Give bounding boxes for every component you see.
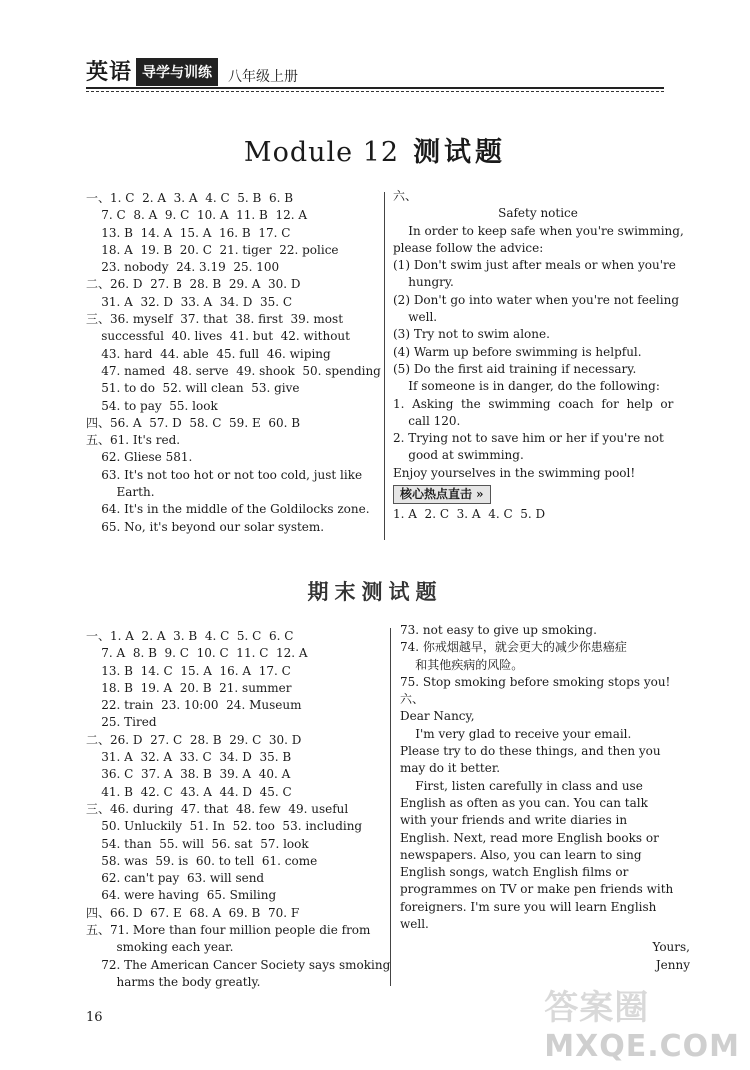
hot-topic-answers: 1. A 2. C 3. A 4. C 5. D bbox=[393, 507, 546, 522]
section-label: 六、 bbox=[393, 189, 418, 203]
letter-line: English as often as you can. You can talk bbox=[400, 795, 648, 810]
header-rule bbox=[86, 87, 664, 89]
letter-line: may do it better. bbox=[400, 761, 501, 776]
module-answers-left bbox=[86, 190, 381, 536]
answer-line: 五、61. It's red. bbox=[86, 433, 181, 448]
notice-line: good at swimming. bbox=[393, 448, 524, 463]
notice-line: In order to keep safe when you're swimming, bbox=[393, 223, 684, 238]
answer-line: 63. It's not too hot or not too cold, just like bbox=[86, 467, 363, 482]
watermark-logo bbox=[544, 980, 740, 1064]
notice-line: (5) Do the first aid training if necessary. bbox=[393, 361, 637, 376]
notice-line: please follow the advice: bbox=[393, 240, 544, 255]
letter-line: Please try to do these things, and then you bbox=[400, 744, 661, 759]
final-exam-title: 期末测试题 bbox=[307, 579, 443, 604]
answer-line: 74. 你戒烟越早，就会更大的减少你患癌症 bbox=[400, 640, 627, 655]
answer-line: 二、26. D 27. B 28. B 29. A 30. D bbox=[86, 277, 301, 292]
notice-line: (3) Try not to swim alone. bbox=[393, 327, 550, 342]
answer-line: 50. Unluckily 51. In 52. too 53. including bbox=[86, 819, 363, 834]
answer-line: 一、1. C 2. A 3. A 4. C 5. B 6. B bbox=[86, 191, 294, 205]
answer-line: 62. Gliese 581. bbox=[86, 450, 193, 465]
letter-line: I'm very glad to receive your email. bbox=[400, 726, 632, 741]
letter-line: well. bbox=[400, 917, 429, 932]
answer-line: 58. was 59. is 60. to tell 61. come bbox=[86, 853, 318, 868]
letter-line: English. Next, read more English books or bbox=[400, 830, 659, 845]
answer-line: 13. B 14. C 15. A 16. A 17. C bbox=[86, 663, 291, 678]
letter-line: with your friends and write diaries in bbox=[400, 813, 628, 828]
answer-line: 31. A 32. D 33. A 34. D 35. C bbox=[86, 294, 293, 309]
answer-line: 7. A 8. B 9. C 10. C 11. C 12. A bbox=[86, 646, 308, 661]
answer-line: 一、1. A 2. A 3. B 4. C 5. C 6. C bbox=[86, 629, 294, 643]
letter-signature: Jenny bbox=[655, 957, 690, 972]
letter-line: foreigners. I'm sure you will learn English bbox=[400, 899, 657, 914]
answer-line: successful 40. lives 41. but 42. without bbox=[86, 329, 350, 344]
column-divider-top bbox=[384, 192, 385, 540]
grade-label: 八年级上册 bbox=[228, 69, 299, 85]
letter-line: Dear Nancy, bbox=[400, 709, 475, 724]
answer-line: 72. The American Cancer Society says smoking bbox=[86, 957, 391, 972]
notice-line: hungry. bbox=[393, 275, 454, 290]
letter-line: First, listen carefully in class and use bbox=[400, 778, 643, 793]
final-answers-right bbox=[400, 622, 690, 974]
notice-line: well. bbox=[393, 310, 438, 325]
subject-label: 英语 bbox=[86, 59, 133, 85]
watermark-top: 答案圈 bbox=[544, 988, 650, 1028]
answer-line: 18. A 19. B 20. C 21. tiger 22. police bbox=[86, 242, 339, 257]
page-number: 16 bbox=[86, 1010, 103, 1025]
answer-line: 25. Tired bbox=[86, 715, 157, 730]
answer-line: 64. were having 65. Smiling bbox=[86, 888, 277, 903]
column-divider-bottom bbox=[390, 628, 391, 986]
running-header bbox=[86, 60, 298, 86]
answer-line: 65. No, it's beyond our solar system. bbox=[86, 519, 325, 534]
answer-line: Earth. bbox=[86, 485, 155, 500]
hot-topic-banner bbox=[393, 485, 491, 504]
answer-line: 二、26. D 27. C 28. B 29. C 30. D bbox=[86, 732, 302, 747]
letter-line: programmes on TV or make pen friends with bbox=[400, 882, 674, 897]
answer-line: 四、56. A 57. D 58. C 59. E 60. B bbox=[86, 415, 301, 430]
answer-line: 43. hard 44. able 45. full 46. wiping bbox=[86, 346, 331, 361]
answer-line: 22. train 23. 10:00 24. Museum bbox=[86, 698, 302, 713]
notice-line: If someone is in danger, do the following: bbox=[393, 379, 660, 394]
answer-line: 31. A 32. A 33. C 34. D 35. B bbox=[86, 750, 292, 765]
answer-line: 18. B 19. A 20. B 21. summer bbox=[86, 680, 292, 695]
module-answers-right bbox=[393, 188, 683, 524]
notice-line: (1) Don't swim just after meals or when you're bbox=[393, 258, 676, 273]
double-chevron-right-icon: » bbox=[476, 487, 484, 502]
notice-line: (2) Don't go into water when you're not feeling bbox=[393, 292, 680, 307]
answer-line: 36. C 37. A 38. B 39. A 40. A bbox=[86, 767, 291, 782]
answer-line: smoking each year. bbox=[86, 940, 234, 955]
answer-line: 47. named 48. serve 49. shook 50. spending bbox=[86, 363, 381, 378]
module-title-cjk: 测试题 bbox=[413, 137, 507, 168]
letter-closing: Yours, bbox=[652, 940, 690, 955]
answer-line: 54. to pay 55. look bbox=[86, 398, 218, 413]
answer-line: 五、71. More than four million people die from bbox=[86, 923, 371, 938]
notice-line: call 120. bbox=[393, 413, 461, 428]
answer-line: 7. C 8. A 9. C 10. A 11. B 12. A bbox=[86, 208, 308, 223]
answer-line: 73. not easy to give up smoking. bbox=[400, 623, 597, 637]
answer-line: harms the body greatly. bbox=[86, 974, 261, 989]
brand-label: 导学与训练 bbox=[136, 58, 218, 86]
answer-line: 23. nobody 24. 3.19 25. 100 bbox=[86, 260, 280, 275]
letter-line: newspapers. Also, you can learn to sing bbox=[400, 847, 642, 862]
header-dashed-rule bbox=[86, 91, 664, 92]
hot-topic-label: 核心热点直击 bbox=[400, 487, 473, 502]
notice-line: Enjoy yourselves in the swimming pool! bbox=[393, 465, 636, 480]
answer-line: 和其他疾病的风险。 bbox=[400, 657, 524, 672]
answer-line: 四、66. D 67. E 68. A 69. B 70. F bbox=[86, 905, 300, 920]
answer-line: 51. to do 52. will clean 53. give bbox=[86, 381, 300, 396]
module-title bbox=[0, 130, 750, 169]
notice-line: (4) Warm up before swimming is helpful. bbox=[393, 344, 642, 359]
final-answers-left bbox=[86, 628, 391, 991]
answer-line: 13. B 14. A 15. A 16. B 17. C bbox=[86, 225, 291, 240]
answer-line: 三、46. during 47. that 48. few 49. useful bbox=[86, 801, 349, 816]
answer-line: 54. than 55. will 56. sat 57. look bbox=[86, 836, 309, 851]
answer-line: 三、36. myself 37. that 38. first 39. most bbox=[86, 312, 344, 327]
section-label: 六、 bbox=[400, 692, 425, 707]
answer-line: 64. It's in the middle of the Goldilocks zone. bbox=[86, 502, 370, 517]
answer-line: 62. can't pay 63. will send bbox=[86, 871, 265, 886]
answer-line: 41. B 42. C 43. A 44. D 45. C bbox=[86, 784, 292, 799]
module-title-text: Module 12 bbox=[243, 137, 400, 168]
notice-line: 2. Trying not to save him or her if you're not bbox=[393, 431, 664, 446]
notice-line: 1. Asking the swimming coach for help or bbox=[393, 396, 674, 411]
notice-title: Safety notice bbox=[498, 206, 578, 221]
answer-line: 75. Stop smoking before smoking stops you! bbox=[400, 674, 671, 689]
watermark-bottom: MXQE.COM bbox=[544, 1029, 740, 1064]
letter-line: English songs, watch English films or bbox=[400, 865, 629, 880]
